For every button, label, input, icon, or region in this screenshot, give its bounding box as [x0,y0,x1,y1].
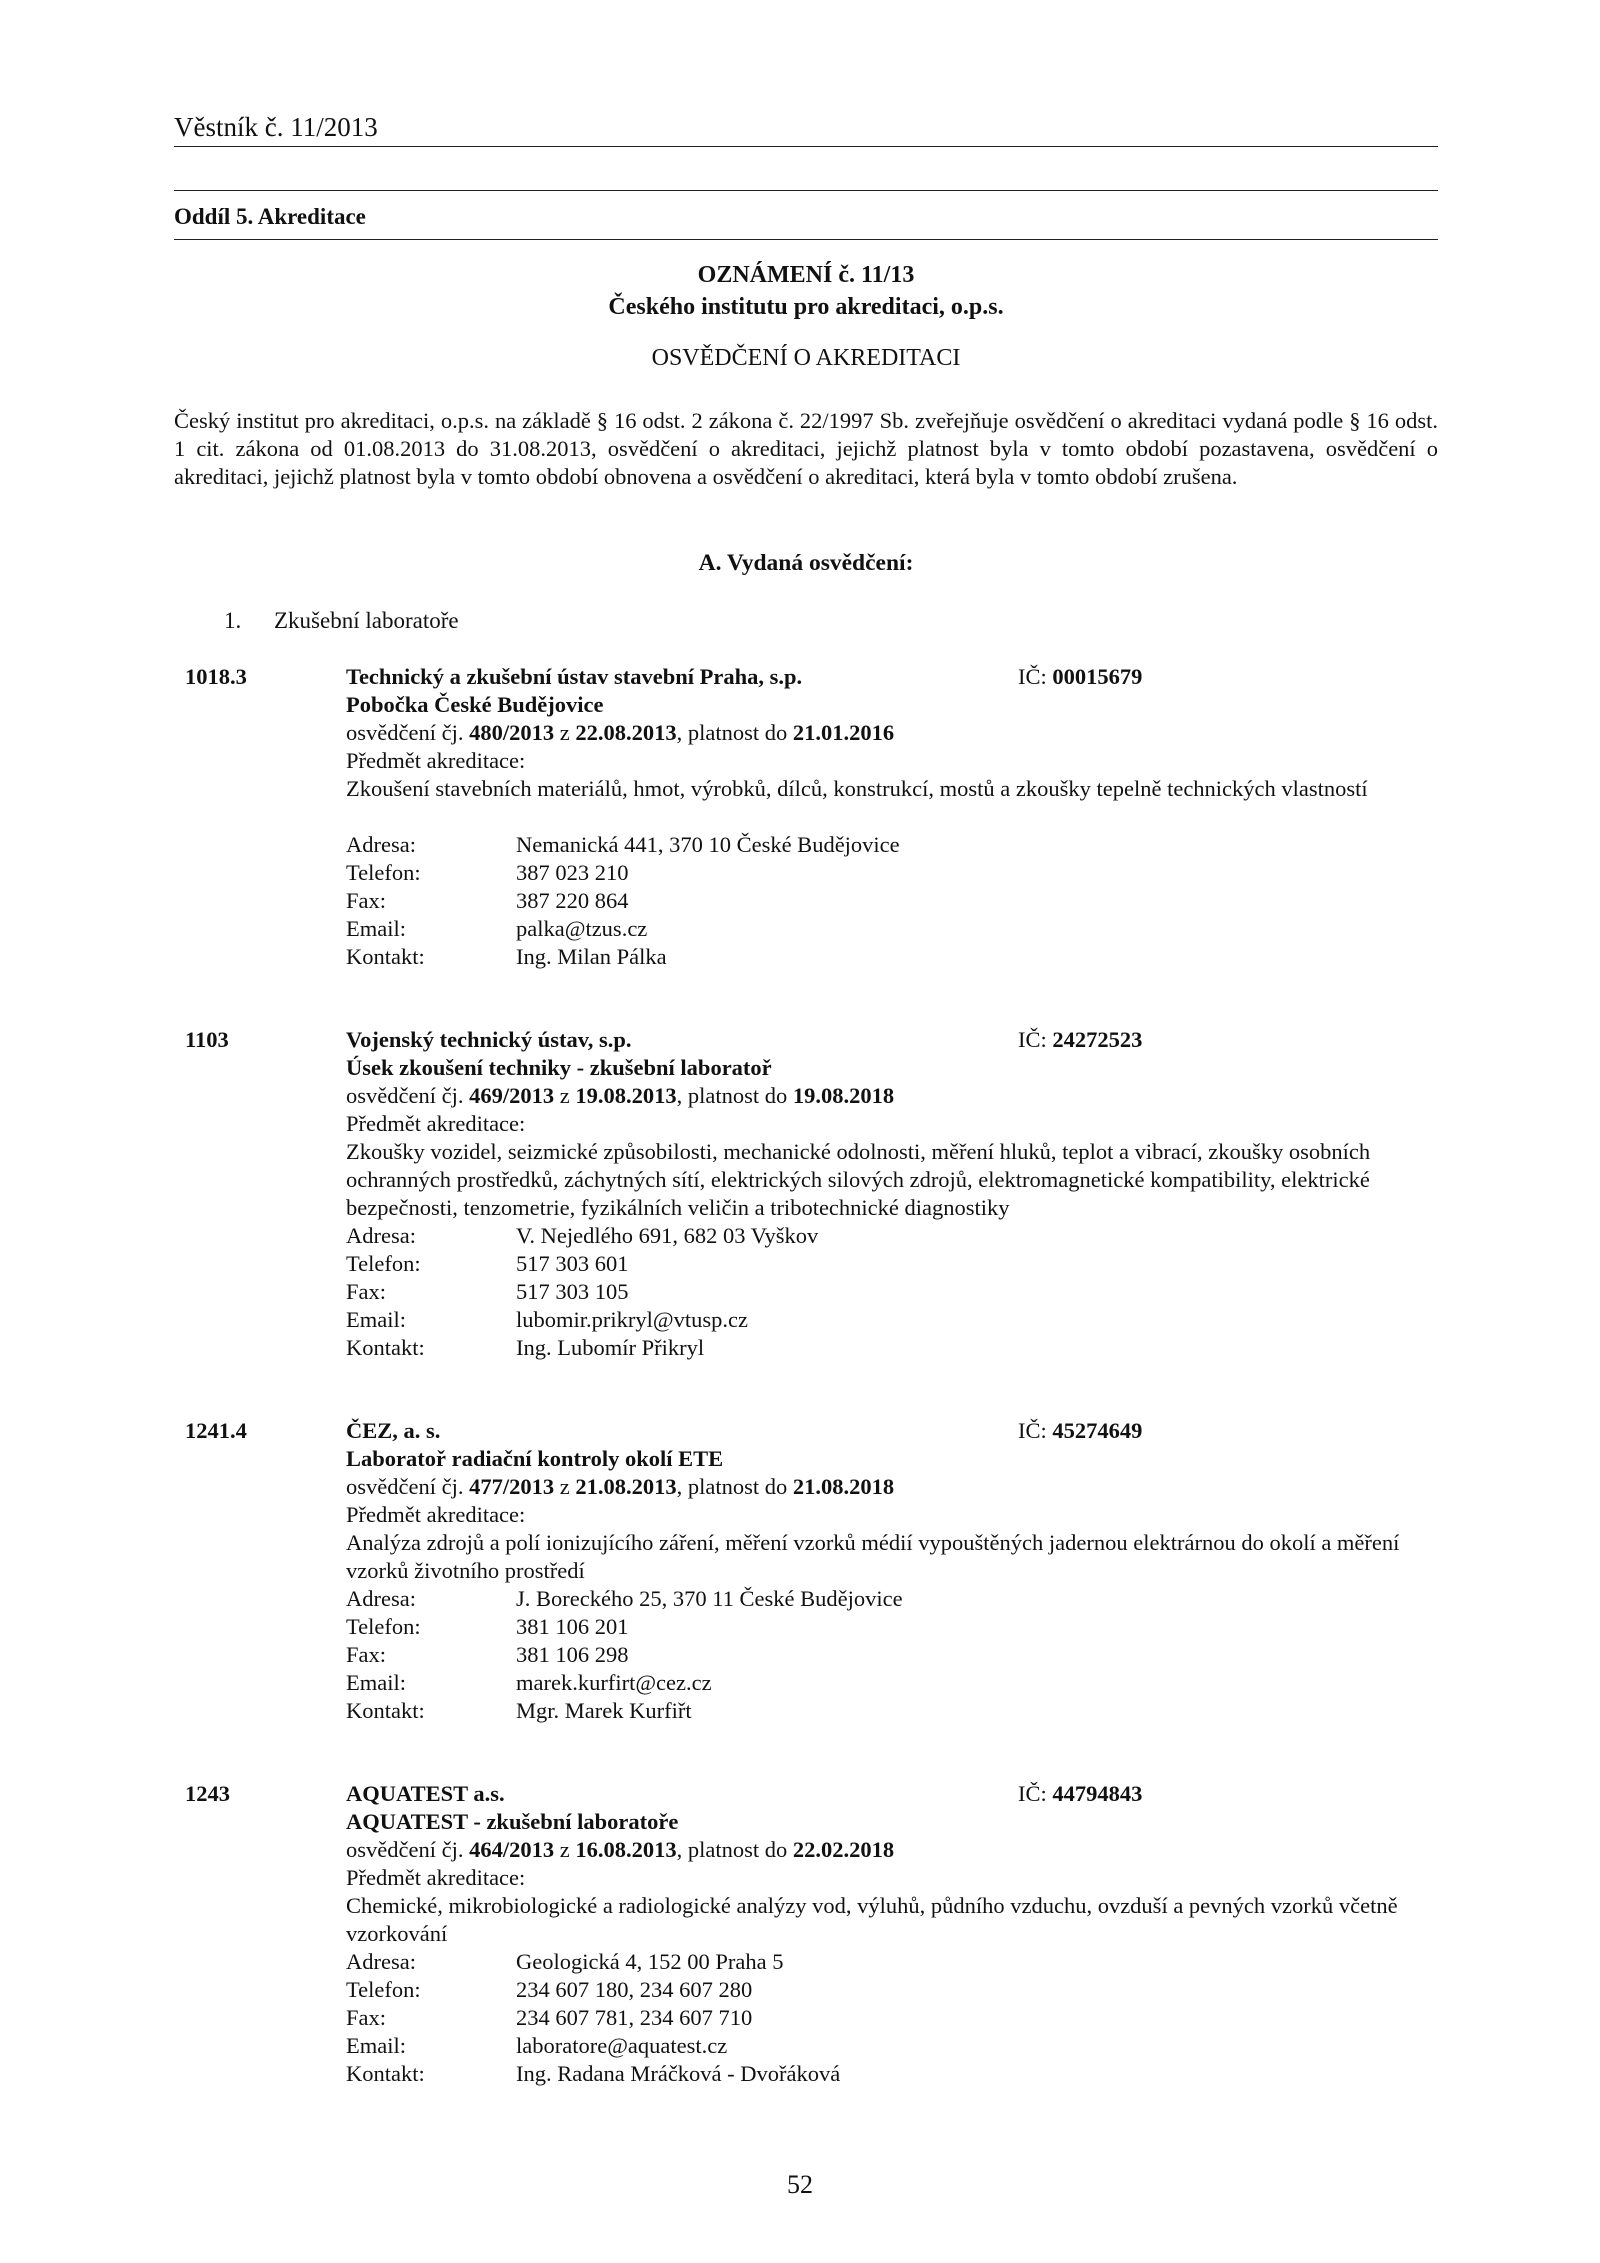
entry-phone-row [346,1613,1426,1641]
email-label: Email: [346,1307,406,1332]
contact-label: Kontakt: [346,944,425,969]
entry-fax-row [346,1641,1426,1669]
entry-unit: AQUATEST - zkušební laboratoře [346,1809,679,1834]
cert-valid-until: 21.01.2016 [792,720,895,745]
cert-prefix: osvědčení čj. [346,1837,470,1862]
entry-phone-row [346,1250,1426,1278]
entry-email-row [346,1306,1426,1334]
fax-value: 517 303 105 [516,1279,629,1304]
phone-label: Telefon: [346,1251,421,1276]
entry-body [346,1780,1426,2088]
entry-fax-row [346,2004,1426,2032]
entry-unit: Laboratoř radiační kontroly okolí ETE [346,1446,724,1471]
cert-prefix: osvědčení čj. [346,1474,470,1499]
fax-label: Fax: [346,888,387,913]
page-header-title: Věstník č. 11/2013 [174,112,378,142]
cert-number: 480/2013 [469,720,555,745]
subject-heading: Předmět akreditace: [346,1865,526,1890]
contact-label: Kontakt: [346,1698,425,1723]
entry-contact-row [346,1697,1426,1725]
entry-contact-row [346,2060,1426,2088]
phone-label: Telefon: [346,860,421,885]
entry-subject: Zkoušení stavebních materiálů, hmot, výrobků, dílců, konstrukcí, mostů a zkoušky tepelně technických vlastností [346,776,1368,801]
cert-issued-date: 22.08.2013 [575,720,677,745]
entry-unit: Pobočka České Budějovice [346,692,604,717]
cert-number: 477/2013 [469,1474,555,1499]
announcement-intro: Český institut pro akreditaci, o.p.s. na základě § 16 odst. 2 zákona č. 22/1997 Sb. zveřejňuje osvědčení o akreditaci vydaná podle § 16 odst. 1 cit. zákona od 01.08.2013 do 31.08.2013, osvědčení o akreditaci, jejichž platnost byla v tomto období pozastavena, osvědčení o akreditaci, jejichž platnost byla v tomto období obnovena a osvědčení o akreditaci, která byla v tomto období zrušena. [174,408,1438,489]
ic-number: 45274649 [1052,1418,1143,1443]
category-heading [224,608,459,634]
section-bottom-rule [174,239,1438,240]
page-number: 52 [787,2170,813,2199]
phone-value: 381 106 201 [516,1614,629,1639]
cert-valid-until: 22.02.2018 [792,1837,895,1862]
cert-valid-label: , platnost do [676,720,793,745]
contact-value: Mgr. Marek Kurfiřt [516,1698,692,1723]
cert-number: 464/2013 [469,1837,555,1862]
entry-certificate [346,1082,1426,1110]
address-value: Nemanická 441, 370 10 České Budějovice [516,832,900,857]
entry-organization: Vojenský technický ústav, s.p. [346,1027,632,1052]
phone-label: Telefon: [346,1614,421,1639]
email-label: Email: [346,2033,406,2058]
email-value: palka@tzus.cz [516,916,648,941]
entry-certificate [346,719,1426,747]
cert-prefix: osvědčení čj. [346,1083,470,1108]
entry-code: 1241.4 [185,1418,247,1443]
entry-organization: Technický a zkušební ústav stavební Praha, s.p. [346,664,803,689]
fax-label: Fax: [346,1279,387,1304]
cert-issued-date: 16.08.2013 [575,1837,677,1862]
contact-label: Kontakt: [346,2061,425,2086]
cert-issued-date: 19.08.2013 [575,1083,677,1108]
header-rule [174,146,1438,147]
entry-organization: ČEZ, a. s. [346,1418,441,1443]
entry-body [346,1417,1426,1725]
entry-body [346,663,1426,971]
cert-valid-label: , platnost do [676,1474,793,1499]
entry-subject: Analýza zdrojů a polí ionizujícího záření, měření vzorků médií vypouštěných jadernou elektrárnou do okolí a měření vzorků životního prostředí [346,1530,1400,1583]
cert-from: z [554,1837,576,1862]
address-value: Geologická 4, 152 00 Praha 5 [516,1949,784,1974]
ic-number: 00015679 [1052,664,1143,689]
address-value: J. Boreckého 25, 370 11 České Budějovice [516,1586,903,1611]
entry-email-row [346,915,1426,943]
ic-label: IČ: [1018,664,1053,689]
cert-issued-date: 21.08.2013 [575,1474,677,1499]
section-title: Oddíl 5. Akreditace [174,204,366,229]
entry-subject: Zkoušky vozidel, seizmické způsobilosti, mechanické odolnosti, měření hluků, teplot a vibrací, zkoušky osobních ochranných prostředků, záchytných sítí, elektrických silových zdrojů, elektromagnetické kompatibility, elektrické bezpečnosti, tenzometrie, fyzikálních veličin a tribotechnické diagnostiky [346,1139,1371,1220]
category-number: 1. [224,608,242,633]
subject-heading: Předmět akreditace: [346,1111,526,1136]
part-title: A. Vydaná osvědčení: [698,550,914,576]
ic-number: 44794843 [1052,1781,1143,1806]
entry-phone-row [346,1976,1426,2004]
ic-label: IČ: [1018,1418,1053,1443]
entry-fax-row [346,887,1426,915]
announcement-number: OZNÁMENÍ č. 11/13 [697,262,915,288]
phone-value: 387 023 210 [516,860,629,885]
contact-value: Ing. Lubomír Přikryl [516,1335,705,1360]
fax-value: 234 607 781, 234 607 710 [516,2005,753,2030]
address-label: Adresa: [346,1586,416,1611]
entry-certificate [346,1836,1426,1864]
entry-unit: Úsek zkoušení techniky - zkušební laboratoř [346,1055,772,1080]
cert-from: z [554,720,576,745]
contact-value: Ing. Milan Pálka [516,944,667,969]
subject-heading: Předmět akreditace: [346,1502,526,1527]
entry-address-row [346,1585,1426,1613]
cert-prefix: osvědčení čj. [346,720,470,745]
ic-label: IČ: [1018,1027,1053,1052]
entry-fax-row [346,1278,1426,1306]
email-value: lubomir.prikryl@vtusp.cz [516,1307,748,1332]
email-label: Email: [346,916,406,941]
fax-label: Fax: [346,2005,387,2030]
announcement-heading: OSVĚDČENÍ O AKREDITACI [651,345,961,371]
entry-email-row [346,2032,1426,2060]
phone-label: Telefon: [346,1977,421,2002]
entry-contact-row [346,1334,1426,1362]
entry-address-row [346,1948,1426,1976]
address-label: Adresa: [346,832,416,857]
address-label: Adresa: [346,1223,416,1248]
category-label: Zkušební laboratoře [274,608,459,633]
entry-subject: Chemické, mikrobiologické a radiologické analýzy vod, výluhů, půdního vzduchu, ovzduší a pevných vzorků včetně vzorkování [346,1893,1398,1946]
announcement-issuer: Českého institutu pro akreditaci, o.p.s. [608,294,1004,320]
subject-heading: Předmět akreditace: [346,748,526,773]
cert-valid-label: , platnost do [676,1837,793,1862]
email-value: marek.kurfirt@cez.cz [516,1670,712,1695]
fax-value: 381 106 298 [516,1642,629,1667]
entry-body [346,1026,1426,1362]
entry-contact-row [346,943,1426,971]
entry-certificate [346,1473,1426,1501]
entry-phone-row [346,859,1426,887]
cert-from: z [554,1474,576,1499]
fax-label: Fax: [346,1642,387,1667]
cert-from: z [554,1083,576,1108]
ic-number: 24272523 [1052,1027,1143,1052]
phone-value: 234 607 180, 234 607 280 [516,1977,753,2002]
entry-code: 1018.3 [185,664,247,689]
ic-label: IČ: [1018,1781,1053,1806]
fax-value: 387 220 864 [516,888,629,913]
contact-label: Kontakt: [346,1335,425,1360]
section-top-rule [174,190,1438,191]
address-value: V. Nejedlého 691, 682 03 Vyškov [516,1223,819,1248]
entry-email-row [346,1669,1426,1697]
email-value: laboratore@aquatest.cz [516,2033,728,2058]
entry-organization: AQUATEST a.s. [346,1781,505,1806]
address-label: Adresa: [346,1949,416,1974]
email-label: Email: [346,1670,406,1695]
cert-valid-until: 21.08.2018 [792,1474,895,1499]
entry-address-row [346,831,1426,859]
cert-valid-until: 19.08.2018 [792,1083,895,1108]
entry-code: 1243 [185,1781,230,1806]
cert-number: 469/2013 [469,1083,555,1108]
entry-code: 1103 [185,1027,229,1052]
cert-valid-label: , platnost do [676,1083,793,1108]
phone-value: 517 303 601 [516,1251,629,1276]
contact-value: Ing. Radana Mráčková - Dvořáková [516,2061,841,2086]
entry-address-row [346,1222,1426,1250]
